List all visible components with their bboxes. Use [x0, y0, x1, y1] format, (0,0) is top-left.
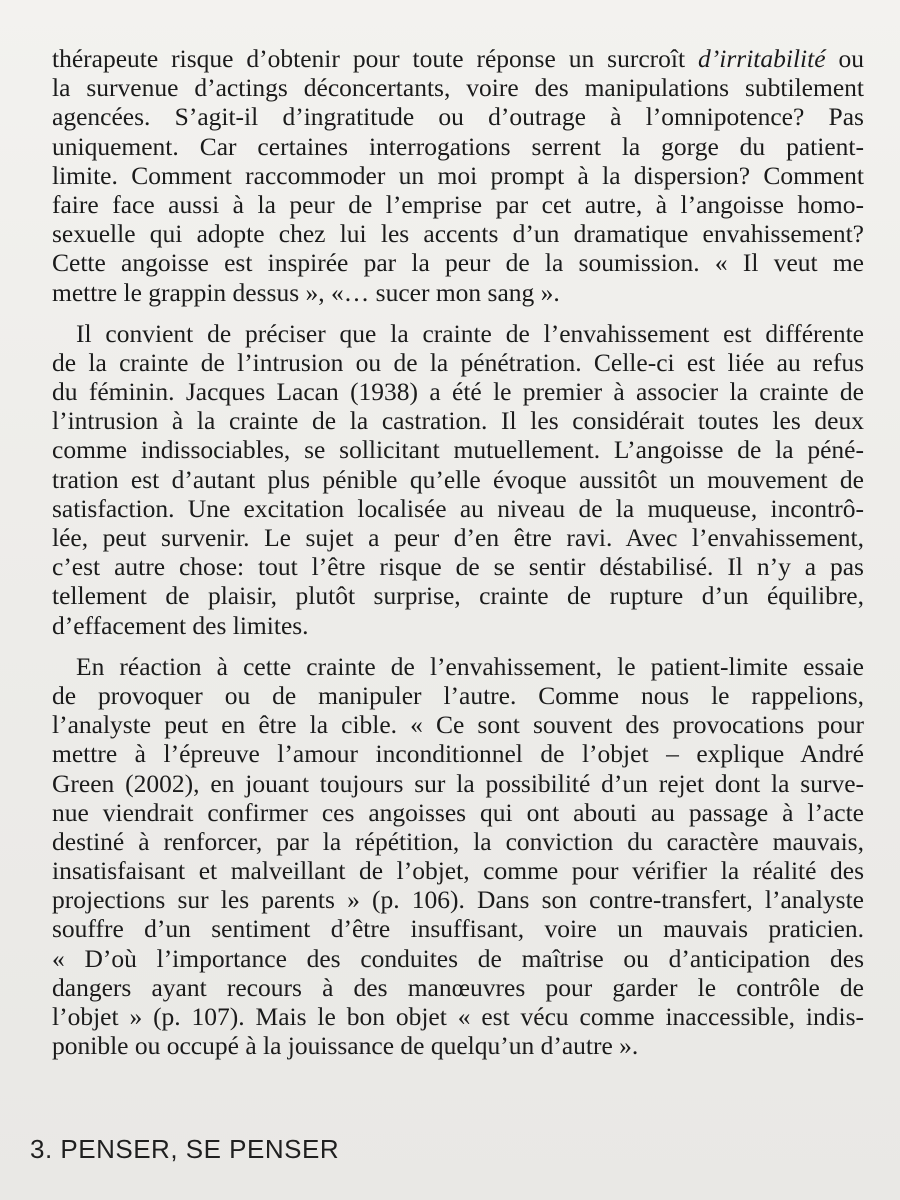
- text-line: En réaction à cette crainte de l’envahissement, le patient-limite essaie: [76, 651, 864, 681]
- text-line: ponible ou occupé à la jouissance de quelqu’un d’autre ».: [52, 1031, 639, 1061]
- paragraph-2: [52, 319, 864, 640]
- text-line: limite. Comment raccommoder un moi prompt à la dispersion? Comment: [52, 160, 864, 190]
- text-line: dangers ayant recours à des manœuvres pour garder le contrôle de: [52, 972, 864, 1002]
- text-line: Il convient de préciser que la crainte de l’envahissement est différente: [76, 318, 864, 348]
- text-line: thérapeute risque d’obtenir pour toute réponse un surcroît d’irritabilité ou: [52, 44, 865, 73]
- text-line: de la crainte de l’intrusion ou de la pénétration. Celle-ci est liée au refus: [52, 347, 864, 377]
- italic-word: d’irritabilité: [698, 44, 826, 73]
- text-line: la survenue d’actings déconcertants, voire des manipulations subtilement: [52, 73, 864, 103]
- text-line: de provoquer ou de manipuler l’autre. Comme nous le rappelions,: [52, 680, 864, 710]
- text-line: comme indissociables, se sollicitant mutuellement. L’angoisse de la péné-: [52, 435, 864, 465]
- text-line: tration est d’autant plus pénible qu’elle évoque aussitôt un mouvement de: [52, 464, 864, 494]
- text-line: satisfaction. Une excitation localisée au niveau de la muqueuse, incontrô-: [52, 493, 864, 523]
- text-line: l’analyste peut en être la cible. « Ce sont souvent des provocations pour: [52, 710, 864, 740]
- text-line: c’est autre chose: tout l’être risque de se sentir déstabilisé. Il n’y a pas: [52, 552, 864, 582]
- text-line: tellement de plaisir, plutôt surprise, crainte de rupture d’un équilibre,: [52, 581, 864, 611]
- text-line: nue viendrait confirmer ces angoisses qui ont abouti au passage à l’acte: [52, 797, 864, 827]
- text-line: uniquement. Car certaines interrogations serrent la gorge du patient-: [52, 131, 864, 161]
- text-line: l’objet » (p. 107). Mais le bon objet « est vécu comme inaccessible, indis-: [52, 1002, 864, 1031]
- text-line: projections sur les parents » (p. 106). Dans son contre-transfert, l’analyste: [52, 885, 864, 915]
- paragraph-1: [52, 44, 864, 307]
- text-line: mettre le grappin dessus », «… sucer mon sang ».: [52, 277, 560, 307]
- text-line: l’intrusion à la crainte de la castration. Il les considérait toutes les deux: [52, 406, 864, 436]
- text-line: du féminin. Jacques Lacan (1938) a été le premier à associer la crainte de: [52, 377, 864, 407]
- text-line: destiné à renforcer, par la répétition, la conviction du caractère mauvais,: [52, 826, 864, 856]
- text-line: Green (2002), en jouant toujours sur la possibilité d’un rejet dont la surve-: [52, 768, 864, 798]
- text-line: d’effacement des limites.: [52, 610, 309, 640]
- text-line: insatisfaisant et malveillant de l’objet, comme pour vérifier la réalité des: [52, 856, 864, 886]
- text-line: lée, peut survenir. Le sujet a peur d’en être ravi. Avec l’envahissement,: [52, 523, 864, 552]
- body-text: [52, 44, 864, 1060]
- text-line: « D’où l’importance des conduites de maîtrise ou d’anticipation des: [52, 943, 864, 973]
- paragraph-3: [52, 652, 864, 1061]
- text-line: faire face aussi à la peur de l’emprise par cet autre, à l’angoisse homo-: [52, 189, 864, 219]
- text-line: Cette angoisse est inspirée par la peur de la soumission. « Il veut me: [52, 248, 864, 278]
- text-line: souffre d’un sentiment d’être insuffisant, voire un mauvais praticien.: [52, 914, 864, 944]
- text-line: sexuelle qui adopte chez lui les accents d’un dramatique envahissement?: [52, 219, 864, 249]
- text-line: mettre à l’épreuve l’amour inconditionnel de l’objet – explique André: [52, 739, 864, 769]
- section-heading: 3. PENSER, SE PENSER: [30, 1134, 340, 1164]
- text-line: agencées. S’agit-il d’ingratitude ou d’outrage à l’omnipotence? Pas: [52, 102, 864, 132]
